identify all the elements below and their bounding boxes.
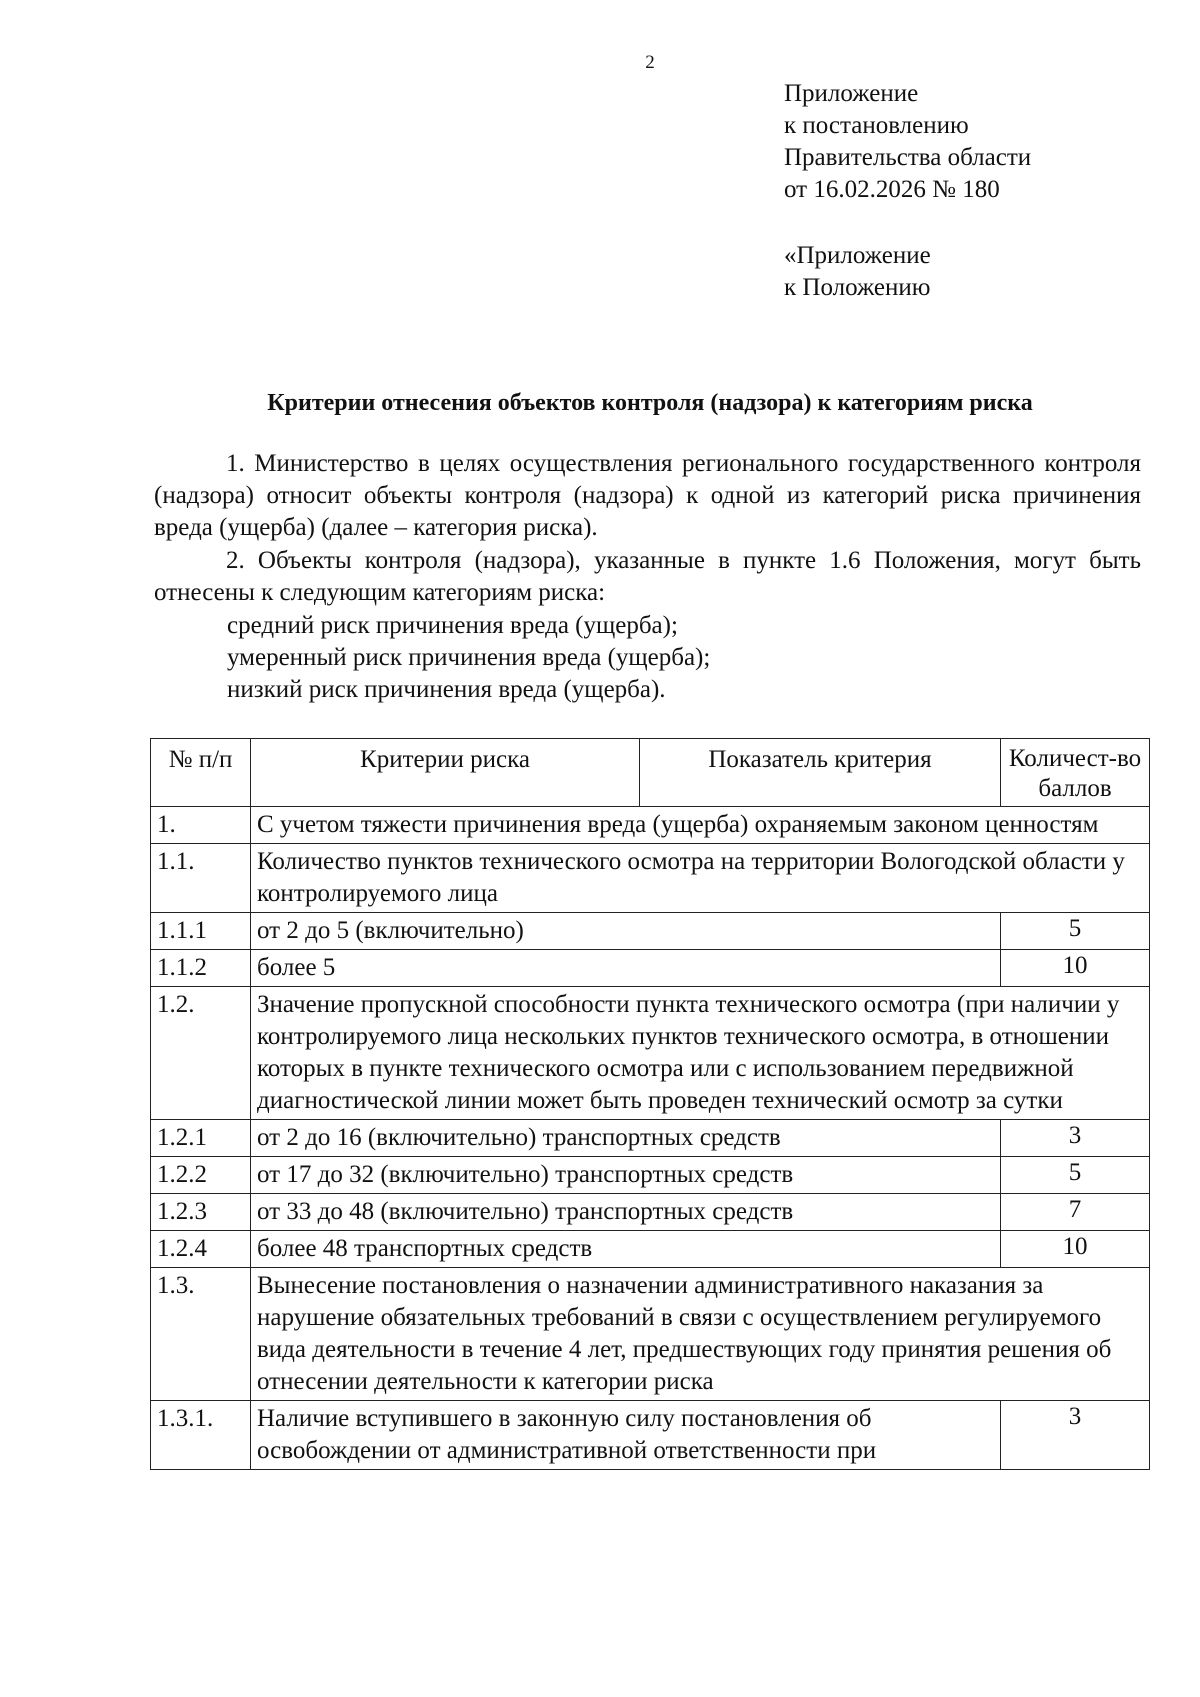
table-row [151, 1194, 1150, 1231]
header-criteria: Критерии риска [251, 739, 640, 807]
table-header-row [151, 739, 1150, 807]
header-indicator: Показатель критерия [640, 739, 1001, 807]
row-num: 1.1.2 [151, 950, 251, 987]
document-title: Критерии отнесения объектов контроля (надзора) к категориям риска [267, 390, 1033, 416]
row-num: 1.2.1 [151, 1120, 251, 1157]
table-row [151, 1268, 1150, 1401]
header-score: Количест-во баллов [1001, 739, 1150, 807]
row-text: Вынесение постановления о назначении административного наказания за нарушение обязательных требований в связи с осуществлением регулируемого вида деятельности в течение 4 лет, предшествующих году принятия решения об отнесении деятельности к категории риска [251, 1268, 1150, 1401]
criteria-table [150, 738, 1150, 1470]
row-score: 3 [1001, 1120, 1150, 1157]
row-text: Наличие вступившего в законную силу постановления об освобождении от административной ответственности при [251, 1401, 1001, 1470]
row-text: Значение пропускной способности пункта технического осмотра (при наличии у контролируемого лица нескольких пунктов технического осмотра, в отношении которых в пункте технического осмотра или с использованием передвижной диагностической линии может быть проведен технический осмотр за сутки [251, 987, 1150, 1120]
row-score: 7 [1001, 1194, 1150, 1231]
table-row [151, 950, 1150, 987]
row-num: 1.2.4 [151, 1231, 251, 1268]
row-score: 5 [1001, 1157, 1150, 1194]
header-num: № п/п [151, 739, 251, 807]
risk-category-list [227, 610, 710, 706]
row-num: 1.3.1. [151, 1401, 251, 1470]
table-row [151, 987, 1150, 1120]
row-num: 1.1.1 [151, 913, 251, 950]
paragraph-2-block [154, 545, 1141, 609]
paragraph-1: 1. Министерство в целях осуществления регионального государственного контроля (надзора) относит объекты контроля (надзора) к одной из категорий риска причинения вреда (ущерба) (далее – категория риска). [154, 450, 1141, 541]
row-text: более 48 транспортных средств [251, 1231, 1001, 1268]
table-row [151, 1157, 1150, 1194]
appendix-line: от 16.02.2026 № 180 [784, 176, 1000, 203]
paragraph-2: 2. Объекты контроля (надзора), указанные в пункте 1.6 Положения, могут быть отнесены к следующим категориям риска: [154, 547, 1141, 606]
row-score: 5 [1001, 913, 1150, 950]
row-text: более 5 [251, 950, 1001, 987]
row-text: от 17 до 32 (включительно) транспортных средств [251, 1157, 1001, 1194]
appendix-line: Правительства области [784, 144, 1032, 171]
table-row [151, 807, 1150, 844]
row-score: 3 [1001, 1401, 1150, 1470]
table-row [151, 913, 1150, 950]
table-row [151, 1120, 1150, 1157]
row-text: С учетом тяжести причинения вреда (ущерба) охраняемым законом ценностям [251, 807, 1150, 844]
row-num: 1.2.2 [151, 1157, 251, 1194]
paragraph-1-block [154, 448, 1141, 544]
row-score: 10 [1001, 950, 1150, 987]
row-text: Количество пунктов технического осмотра на территории Вологодской области у контролируемого лица [251, 844, 1150, 913]
appendix-header [784, 78, 1031, 206]
risk-category-item: низкий риск причинения вреда (ущерба). [227, 676, 666, 703]
row-num: 1.3. [151, 1268, 251, 1401]
row-text: от 33 до 48 (включительно) транспортных средств [251, 1194, 1001, 1231]
appendix-header-secondary [784, 240, 931, 304]
appendix-line: к постановлению [784, 112, 969, 139]
table-row [151, 844, 1150, 913]
appendix-line: «Приложение [784, 242, 931, 269]
appendix-line: Приложение [784, 80, 919, 107]
risk-category-item: средний риск причинения вреда (ущерба); [227, 612, 678, 639]
page-number: 2 [645, 52, 655, 73]
appendix-line: к Положению [784, 274, 931, 301]
row-text: от 2 до 16 (включительно) транспортных средств [251, 1120, 1001, 1157]
table-row [151, 1231, 1150, 1268]
row-num: 1. [151, 807, 251, 844]
table-row [151, 1401, 1150, 1470]
row-num: 1.2. [151, 987, 251, 1120]
row-num: 1.2.3 [151, 1194, 251, 1231]
row-num: 1.1. [151, 844, 251, 913]
risk-category-item: умеренный риск причинения вреда (ущерба); [227, 644, 711, 671]
row-score: 10 [1001, 1231, 1150, 1268]
row-text: от 2 до 5 (включительно) [251, 913, 1001, 950]
